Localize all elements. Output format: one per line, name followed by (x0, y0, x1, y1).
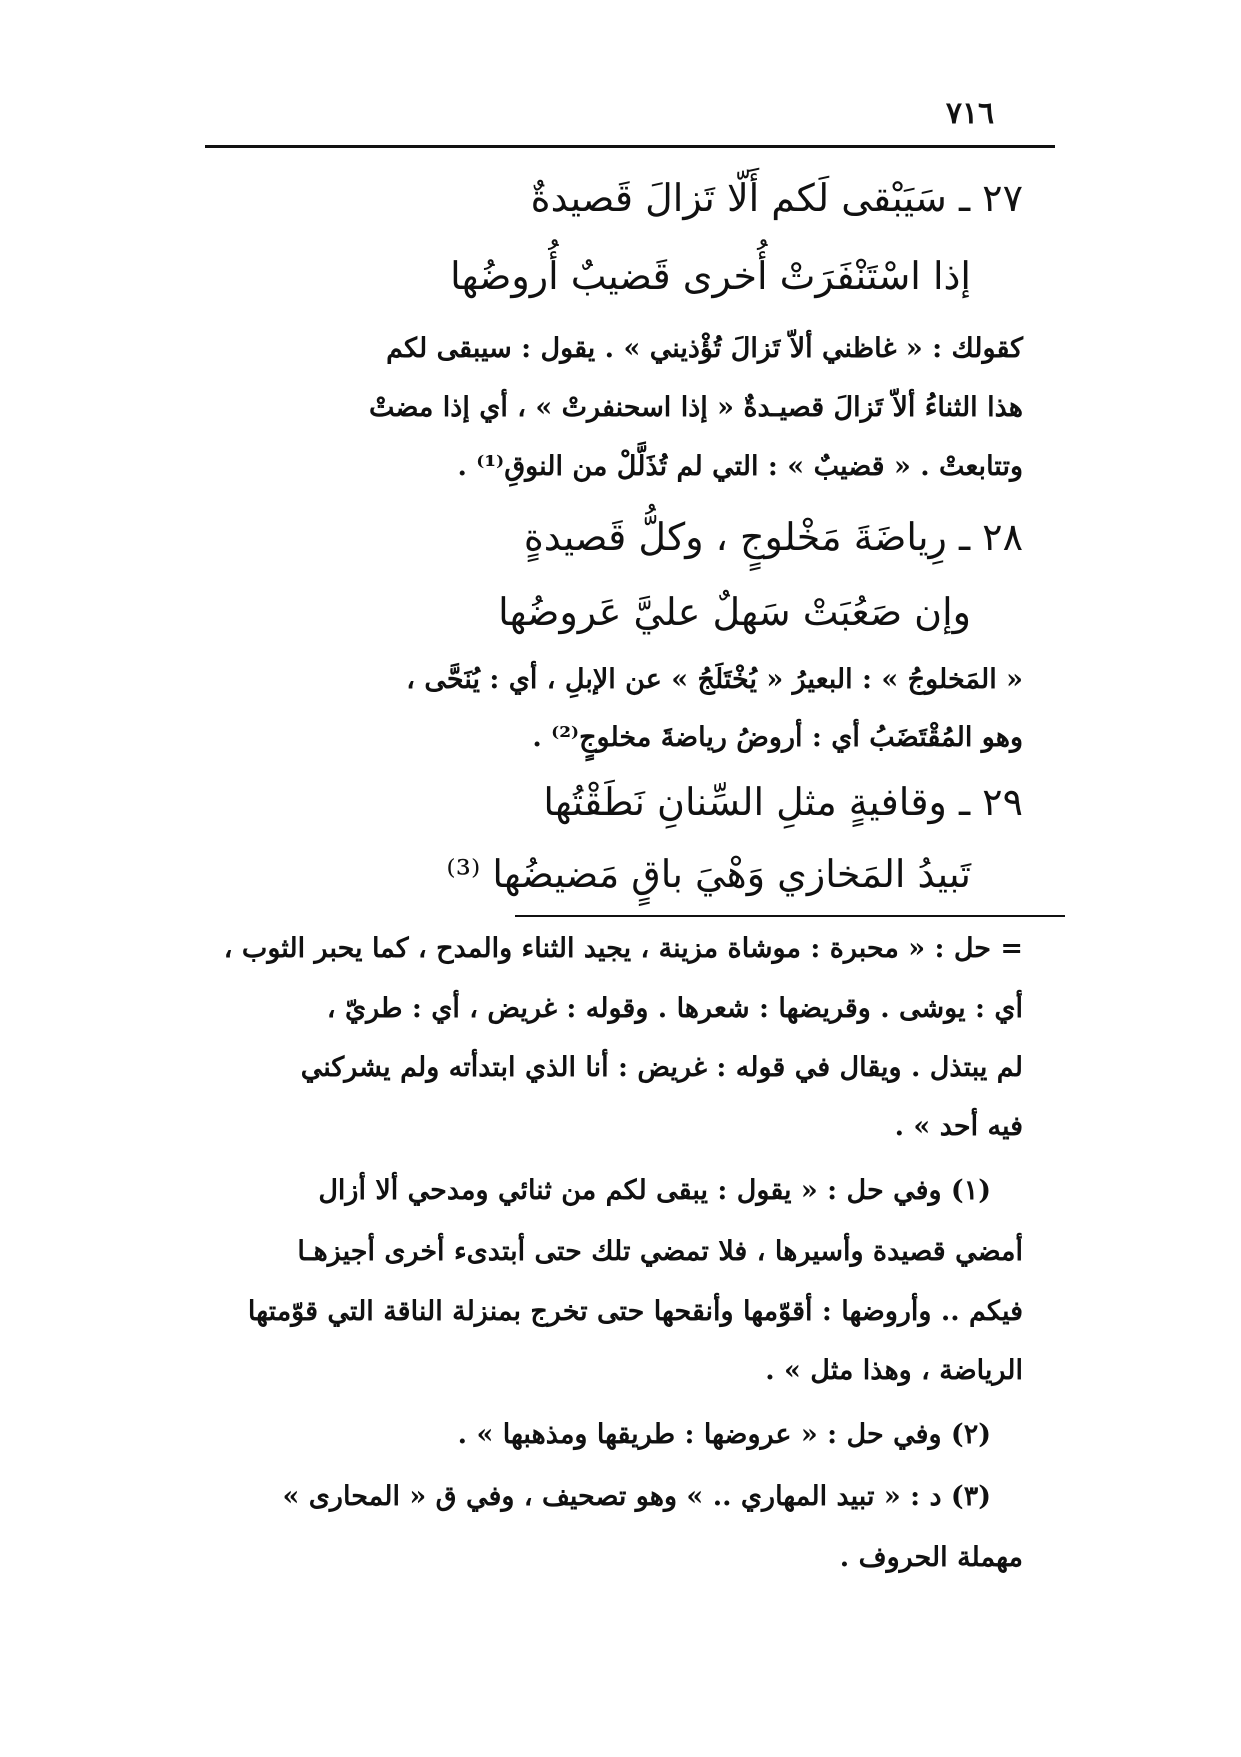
commentary-1-line-3: وتتابعتْ . « قضيبٌ » : التي لم تُذَلَّلْ من النوقِ⁽¹⁾ . (457, 451, 1023, 482)
footnote-1-line-1: (١) وفي حل : « يقول : يبقى لكم من ثنائي ومدحي ألا أزال (318, 1175, 991, 1206)
verse-29-line-2: تَبيدُ المَخازي وَهْيَ باقٍ مَضيضُها ⁽³⁾ (446, 852, 971, 896)
commentary-2-line-2: وهو المُقْتَضَبُ أي : أروضُ رياضةَ مخلوجٍ⁽²⁾ . (532, 722, 1023, 753)
verse-28-line-2: وإن صَعُبَتْ سَهلٌ عليَّ عَروضُها (498, 590, 971, 634)
footnote-continuation-line-2: أي : يوشى . وقريضها : شعرها . وقوله : غريض ، أي : طريّ ، (326, 993, 1023, 1024)
footnote-continuation-line-3: لم يبتذل . ويقال في قوله : غريض : أنا الذي ابتدأته ولم يشركني (300, 1052, 1023, 1083)
footnote-3-line-2: مهملة الحروف . (839, 1542, 1023, 1573)
footnote-continuation-line-4: فيه أحد » . (894, 1111, 1023, 1142)
footnote-1-line-3: فيكم .. وأروضها : أقوّمها وأنقحها حتى تخرج بمنزلة الناقة التي قوّمتها (247, 1296, 1023, 1327)
commentary-1-line-2: هذا الثناءُ ألاّ تَزالَ قصيـدةٌ « إذا اسحنفرتْ » ، أي إذا مضتْ (369, 392, 1023, 423)
page-number: ٧١٦ (945, 96, 995, 131)
footnote-separator (515, 915, 1065, 917)
footnote-continuation-line-1: = حل : « محبرة : موشاة مزينة ، يجيد الثناء والمدح ، كما يحبر الثوب ، (223, 933, 1023, 964)
header-rule (205, 145, 1055, 148)
verse-28-line-1: ٢٨ ـ رِياضَةَ مَخْلوجٍ ، وكلُّ قَصيدةٍ (523, 515, 1023, 559)
commentary-2-line-1: « المَخلوجُ » : البعيرُ « يُخْتَلَجُ » عن الإبلِ ، أي : يُنَحَّى ، (406, 664, 1023, 695)
verse-29-line-1: ٢٩ ـ وقافيةٍ مثلِ السِّنانِ نَطَقْتُها (543, 780, 1023, 824)
footnote-2-line-1: (٢) وفي حل : « عروضها : طريقها ومذهبها » . (457, 1419, 991, 1450)
commentary-1-line-1: كقولك : « غاظني ألاّ تَزالَ تُؤْذيني » . يقول : سيبقى لكم (386, 333, 1023, 364)
verse-27-line-1: ٢٧ ـ سَيَبْقى لَكم أَلّا تَزالَ قَصيدةٌ (530, 176, 1023, 220)
footnote-1-line-4: الرياضة ، وهذا مثل » . (765, 1355, 1023, 1386)
footnote-1-line-2: أمضي قصيدة وأسيرها ، فلا تمضي تلك حتى أبتدىء أخرى أجيزهـا (297, 1236, 1023, 1267)
verse-27-line-2: إذا اسْتَنْفَرَتْ أُخرى قَضيبٌ أُروضُها (450, 254, 971, 298)
footnote-3-line-1: (٣) د : « تبيد المهاري .. » وهو تصحيف ، وفي ق « المحارى » (282, 1481, 991, 1512)
